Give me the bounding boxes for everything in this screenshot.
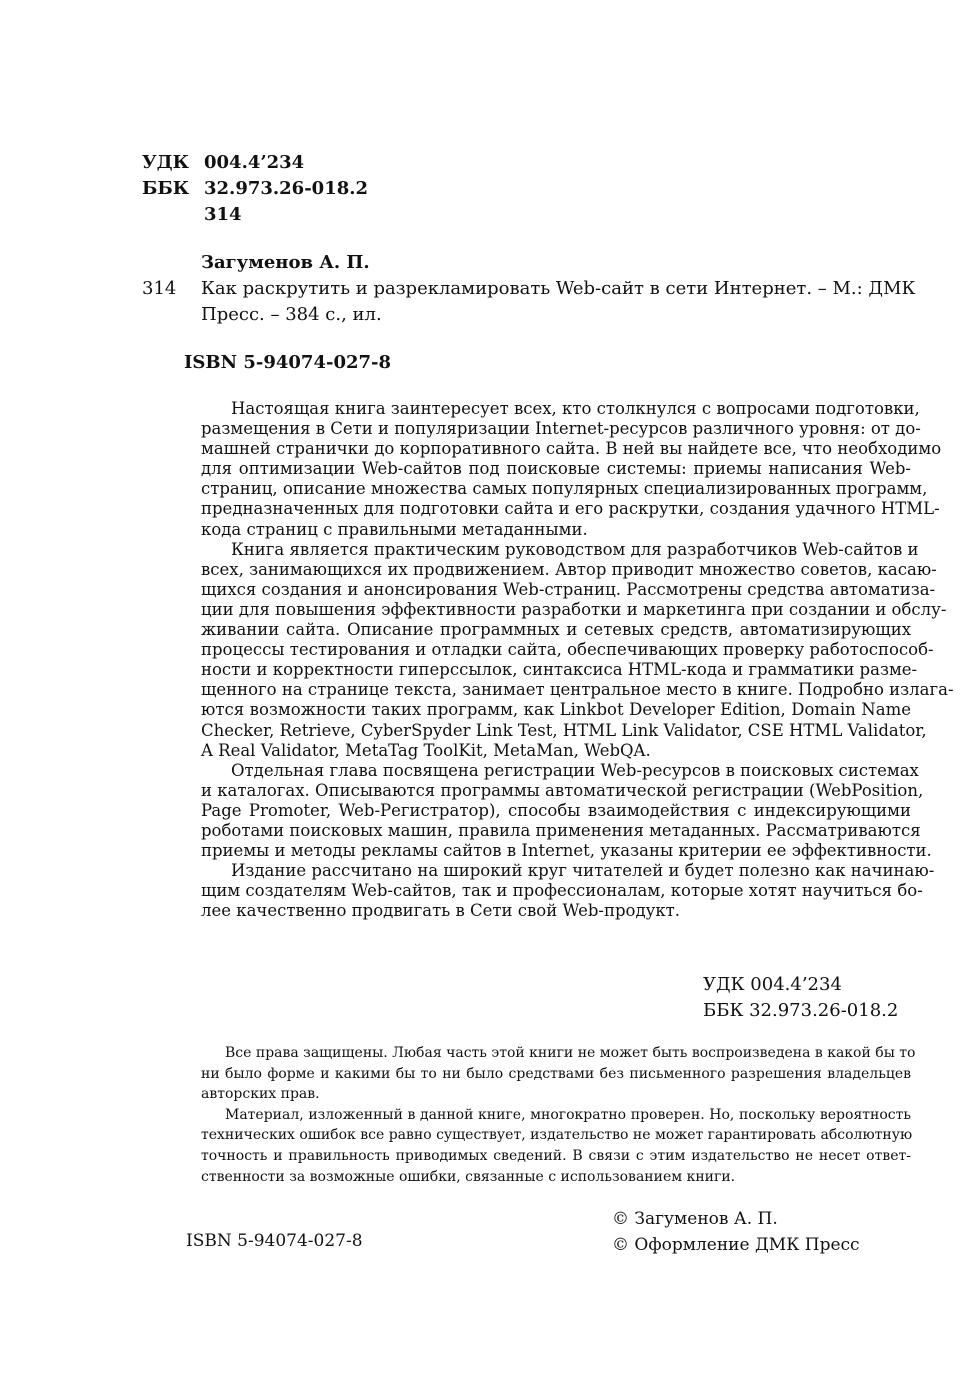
annotation-line: страниц, описание множества самых популярных специализированных программ, xyxy=(201,479,928,499)
annotation-line: размещения в Сети и популяризации Internet-ресурсов различного уровня: от до- xyxy=(201,419,921,439)
annotation-line: предназначенных для подготовки сайта и его раскрутки, создания удачного HTML- xyxy=(201,499,940,519)
copyright-author: © Загуменов А. П. xyxy=(612,1209,778,1229)
annotation-line: ности и корректности гиперссылок, синтаксиса HTML-кода и грамматики разме- xyxy=(201,660,918,680)
author-name: Загуменов А. П. xyxy=(201,252,370,273)
annotation-line: Page Promoter, Web-Регистратор), способы взаимодействия с индексирующими xyxy=(201,800,911,820)
copyright-design: © Оформление ДМК Пресс xyxy=(612,1235,860,1255)
legal-line: ни было форме и какими бы то ни было средствами без письменного разрешения владельцев xyxy=(201,1065,911,1082)
annotation-line: ются возможности таких программ, как Linkbot Developer Edition, Domain Name xyxy=(201,700,911,720)
annotation-line: щим создателям Web-сайтов, так и профессионалам, которые хотят научиться бо- xyxy=(201,881,923,901)
annotation-line: приемы и методы рекламы сайтов в Internet, указаны критерии ее эффективности. xyxy=(201,841,932,861)
copyright-block xyxy=(612,1206,860,1258)
annotation-line: кода страниц с правильными метаданными. xyxy=(201,519,588,539)
legal-line: авторских прав. xyxy=(201,1086,320,1103)
annotation-line: щенного на странице текста, занимает центральное место в книге. Подробно излага- xyxy=(201,680,954,700)
bbk-label: ББК xyxy=(142,178,190,199)
annotation-line: Настоящая книга заинтересует всех, кто столкнулся с вопросами подготовки, xyxy=(231,399,920,418)
author-mark: 314 xyxy=(204,204,242,225)
annotation-line: живании сайта. Описание программных и сетевых средств, автоматизирующих xyxy=(201,620,911,640)
isbn-header: ISBN 5-94074-027-8 xyxy=(184,352,392,373)
citation-line: Пресс. – 384 с., ил. xyxy=(201,304,382,325)
legal-line: точность и правильность приводимых сведений. В связи с этим издательство не несет ответ- xyxy=(201,1147,911,1164)
annotation-line: машней странички до корпоративного сайта. В ней вы найдете все, что необходимо xyxy=(201,439,942,459)
legal-line: ственности за возможные ошибки, связанные с использованием книги. xyxy=(201,1168,736,1185)
bbk-bottom: ББК 32.973.26-018.2 xyxy=(703,1000,899,1021)
legal-notice xyxy=(201,1043,916,1187)
annotation-line: для оптимизации Web-сайтов под поисковые системы: приемы написания Web- xyxy=(201,459,911,479)
annotation-line: щихся создания и анонсирования Web-страниц. Рассмотрены средства автоматиза- xyxy=(201,579,936,599)
annotation-line: ции для повышения эффективности разработки и маркетинга при создании и обслу- xyxy=(201,599,947,619)
annotation-line: процессы тестирования и отладки сайта, обеспечивающих проверку работоспособ- xyxy=(201,640,934,660)
citation xyxy=(201,276,916,328)
annotation-paragraph xyxy=(201,861,935,921)
udk-value: 004.4’234 xyxy=(204,152,305,173)
annotation-line: Книга является практическим руководством для разработчиков Web-сайтов и xyxy=(231,539,919,559)
annotation xyxy=(201,399,954,921)
annotation-line: A Real Validator, MetaTag ToolKit, MetaMan, WebQA. xyxy=(201,740,651,760)
citation-code: 314 xyxy=(142,278,177,299)
legal-line: Материал, изложенный в данной книге, многократно проверен. Но, поскольку вероятность xyxy=(225,1106,911,1123)
bbk-line xyxy=(142,176,368,202)
annotation-line: Checker, Retrieve, CyberSpyder Link Test, HTML Link Validator, CSE HTML Validator, xyxy=(201,720,927,740)
udk-label: УДК xyxy=(142,152,189,173)
annotation-paragraph xyxy=(201,539,954,761)
annotation-line: всех, занимающихся их продвижением. Автор приводит множество советов, касаю- xyxy=(201,559,937,579)
classification-block xyxy=(142,150,368,228)
classification-bottom xyxy=(703,972,898,1024)
annotation-line: Отдельная глава посвящена регистрации Web-ресурсов в поисковых системах xyxy=(231,760,919,780)
annotation-line: лее качественно продвигать в Сети свой Web-продукт. xyxy=(201,901,681,921)
legal-line: Все права защищены. Любая часть этой книги не может быть воспроизведена в какой бы то xyxy=(225,1045,916,1061)
annotation-paragraph xyxy=(201,760,932,861)
legal-line: технических ошибок все равно существует, издательство не может гарантировать абсолютную xyxy=(201,1127,913,1144)
udk-line xyxy=(142,150,368,176)
annotation-line: и каталогах. Описываются программы автоматической регистрации (WebPosition, xyxy=(201,780,924,800)
isbn-footer: ISBN 5-94074-027-8 xyxy=(186,1231,363,1251)
bbk-value: 32.973.26-018.2 xyxy=(204,178,369,199)
annotation-line: роботами поисковых машин, правила применения метаданных. Рассматриваются xyxy=(201,820,921,840)
annotation-line: Издание рассчитано на широкий круг читателей и будет полезно как начинаю- xyxy=(231,861,935,881)
citation-line: Как раскрутить и разрекламировать Web-сайт в сети Интернет. – М.: ДМК xyxy=(201,278,916,299)
annotation-paragraph xyxy=(201,399,942,540)
author-mark-line xyxy=(142,202,368,228)
udk-bottom: УДК 004.4’234 xyxy=(703,974,842,995)
